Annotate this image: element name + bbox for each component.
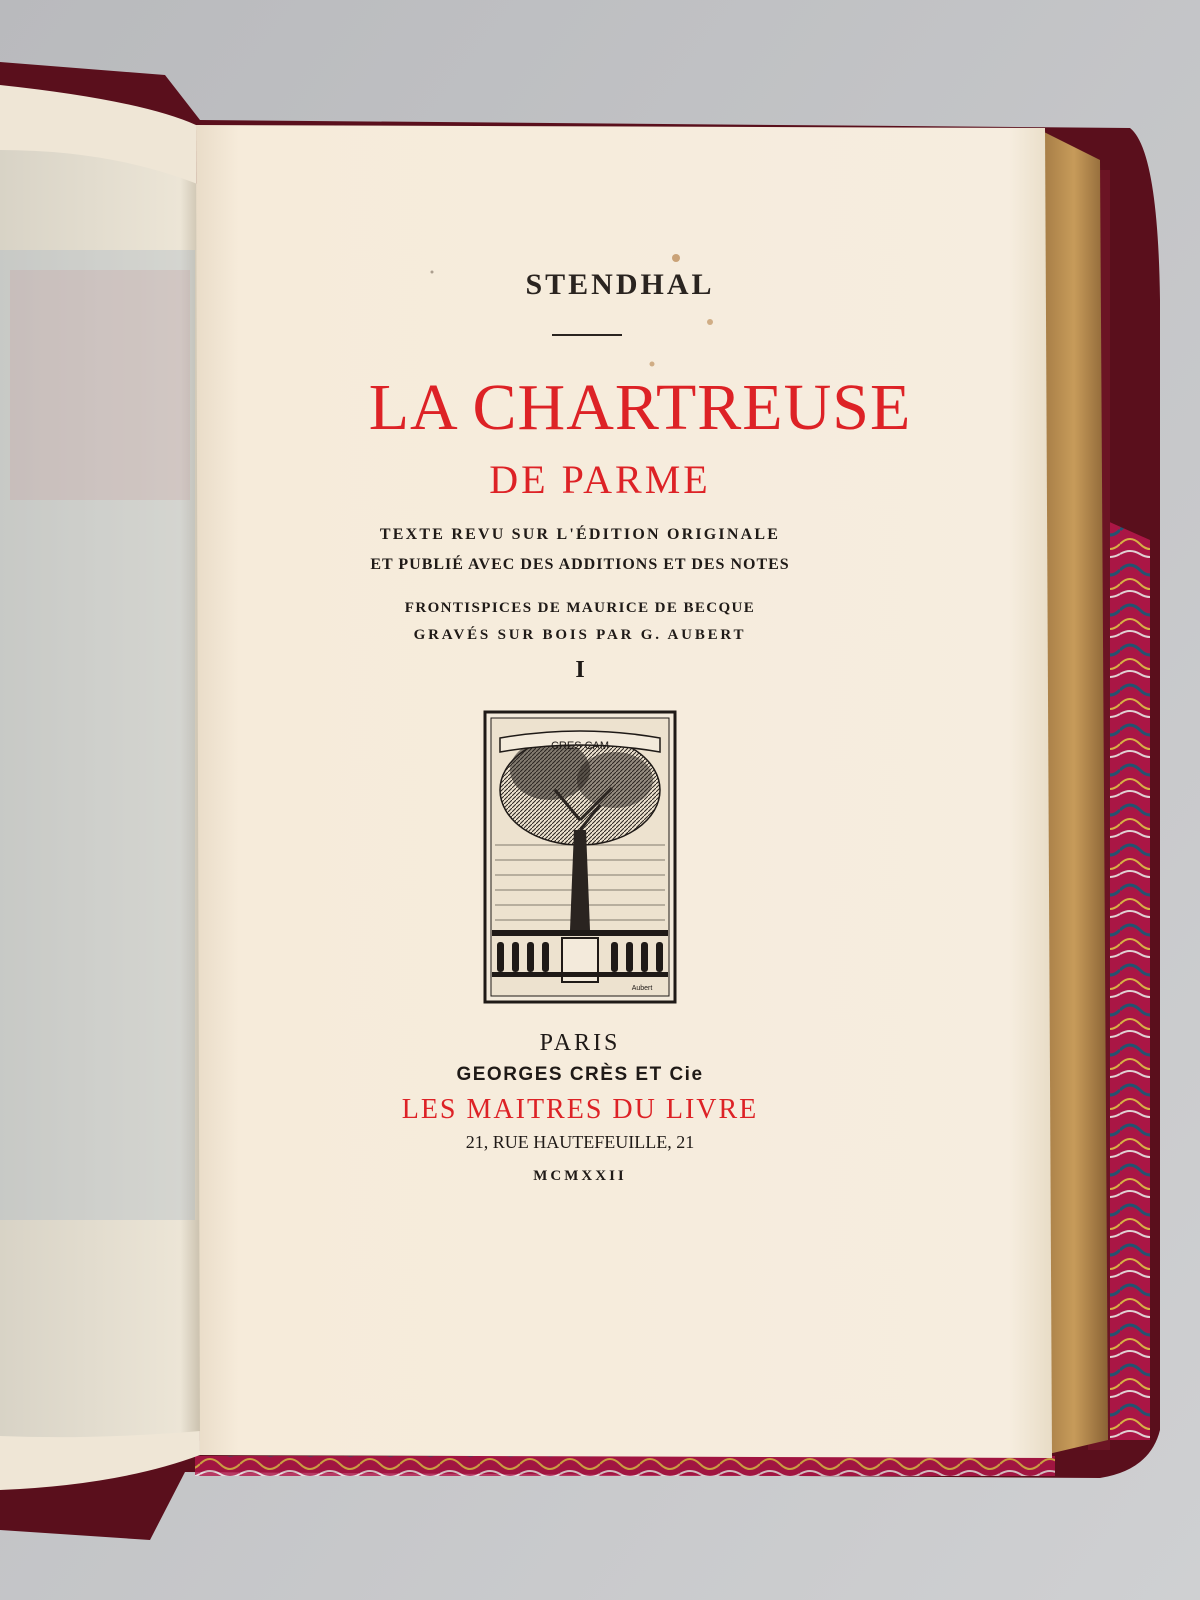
imprint-city: PARIS	[539, 1030, 621, 1056]
woodcut-banner: CRES CAM	[550, 740, 610, 752]
edition-note-line1: TEXTE REVU SUR L'ÉDITION ORIGINALE	[379, 526, 781, 543]
imprint-series: LES MAITRES DU LIVRE	[401, 1094, 759, 1125]
volume-number: I	[575, 657, 585, 683]
imprint-address: 21, RUE HAUTEFEUILLE, 21	[465, 1132, 695, 1152]
publisher-woodcut	[485, 712, 675, 1002]
woodcut-signature: Aubert	[631, 985, 653, 992]
edition-note-line2: ET PUBLIÉ AVEC DES ADDITIONS ET DES NOTES	[370, 556, 790, 573]
imprint-year: MCMXXII	[533, 1168, 627, 1184]
book-title-line2: DE PARME	[489, 457, 711, 502]
illustration-credit-line1: FRONTISPICES DE MAURICE DE BECQUE	[404, 600, 756, 616]
illustration-credit-line2: GRAVÉS SUR BOIS PAR G. AUBERT	[413, 627, 747, 643]
title-rule	[552, 334, 622, 336]
book-title-line1: LA CHARTREUSE	[368, 371, 912, 444]
author-name: STENDHAL	[525, 268, 715, 301]
imprint-publisher: GEORGES CRÈS ET Cie	[456, 1064, 704, 1085]
